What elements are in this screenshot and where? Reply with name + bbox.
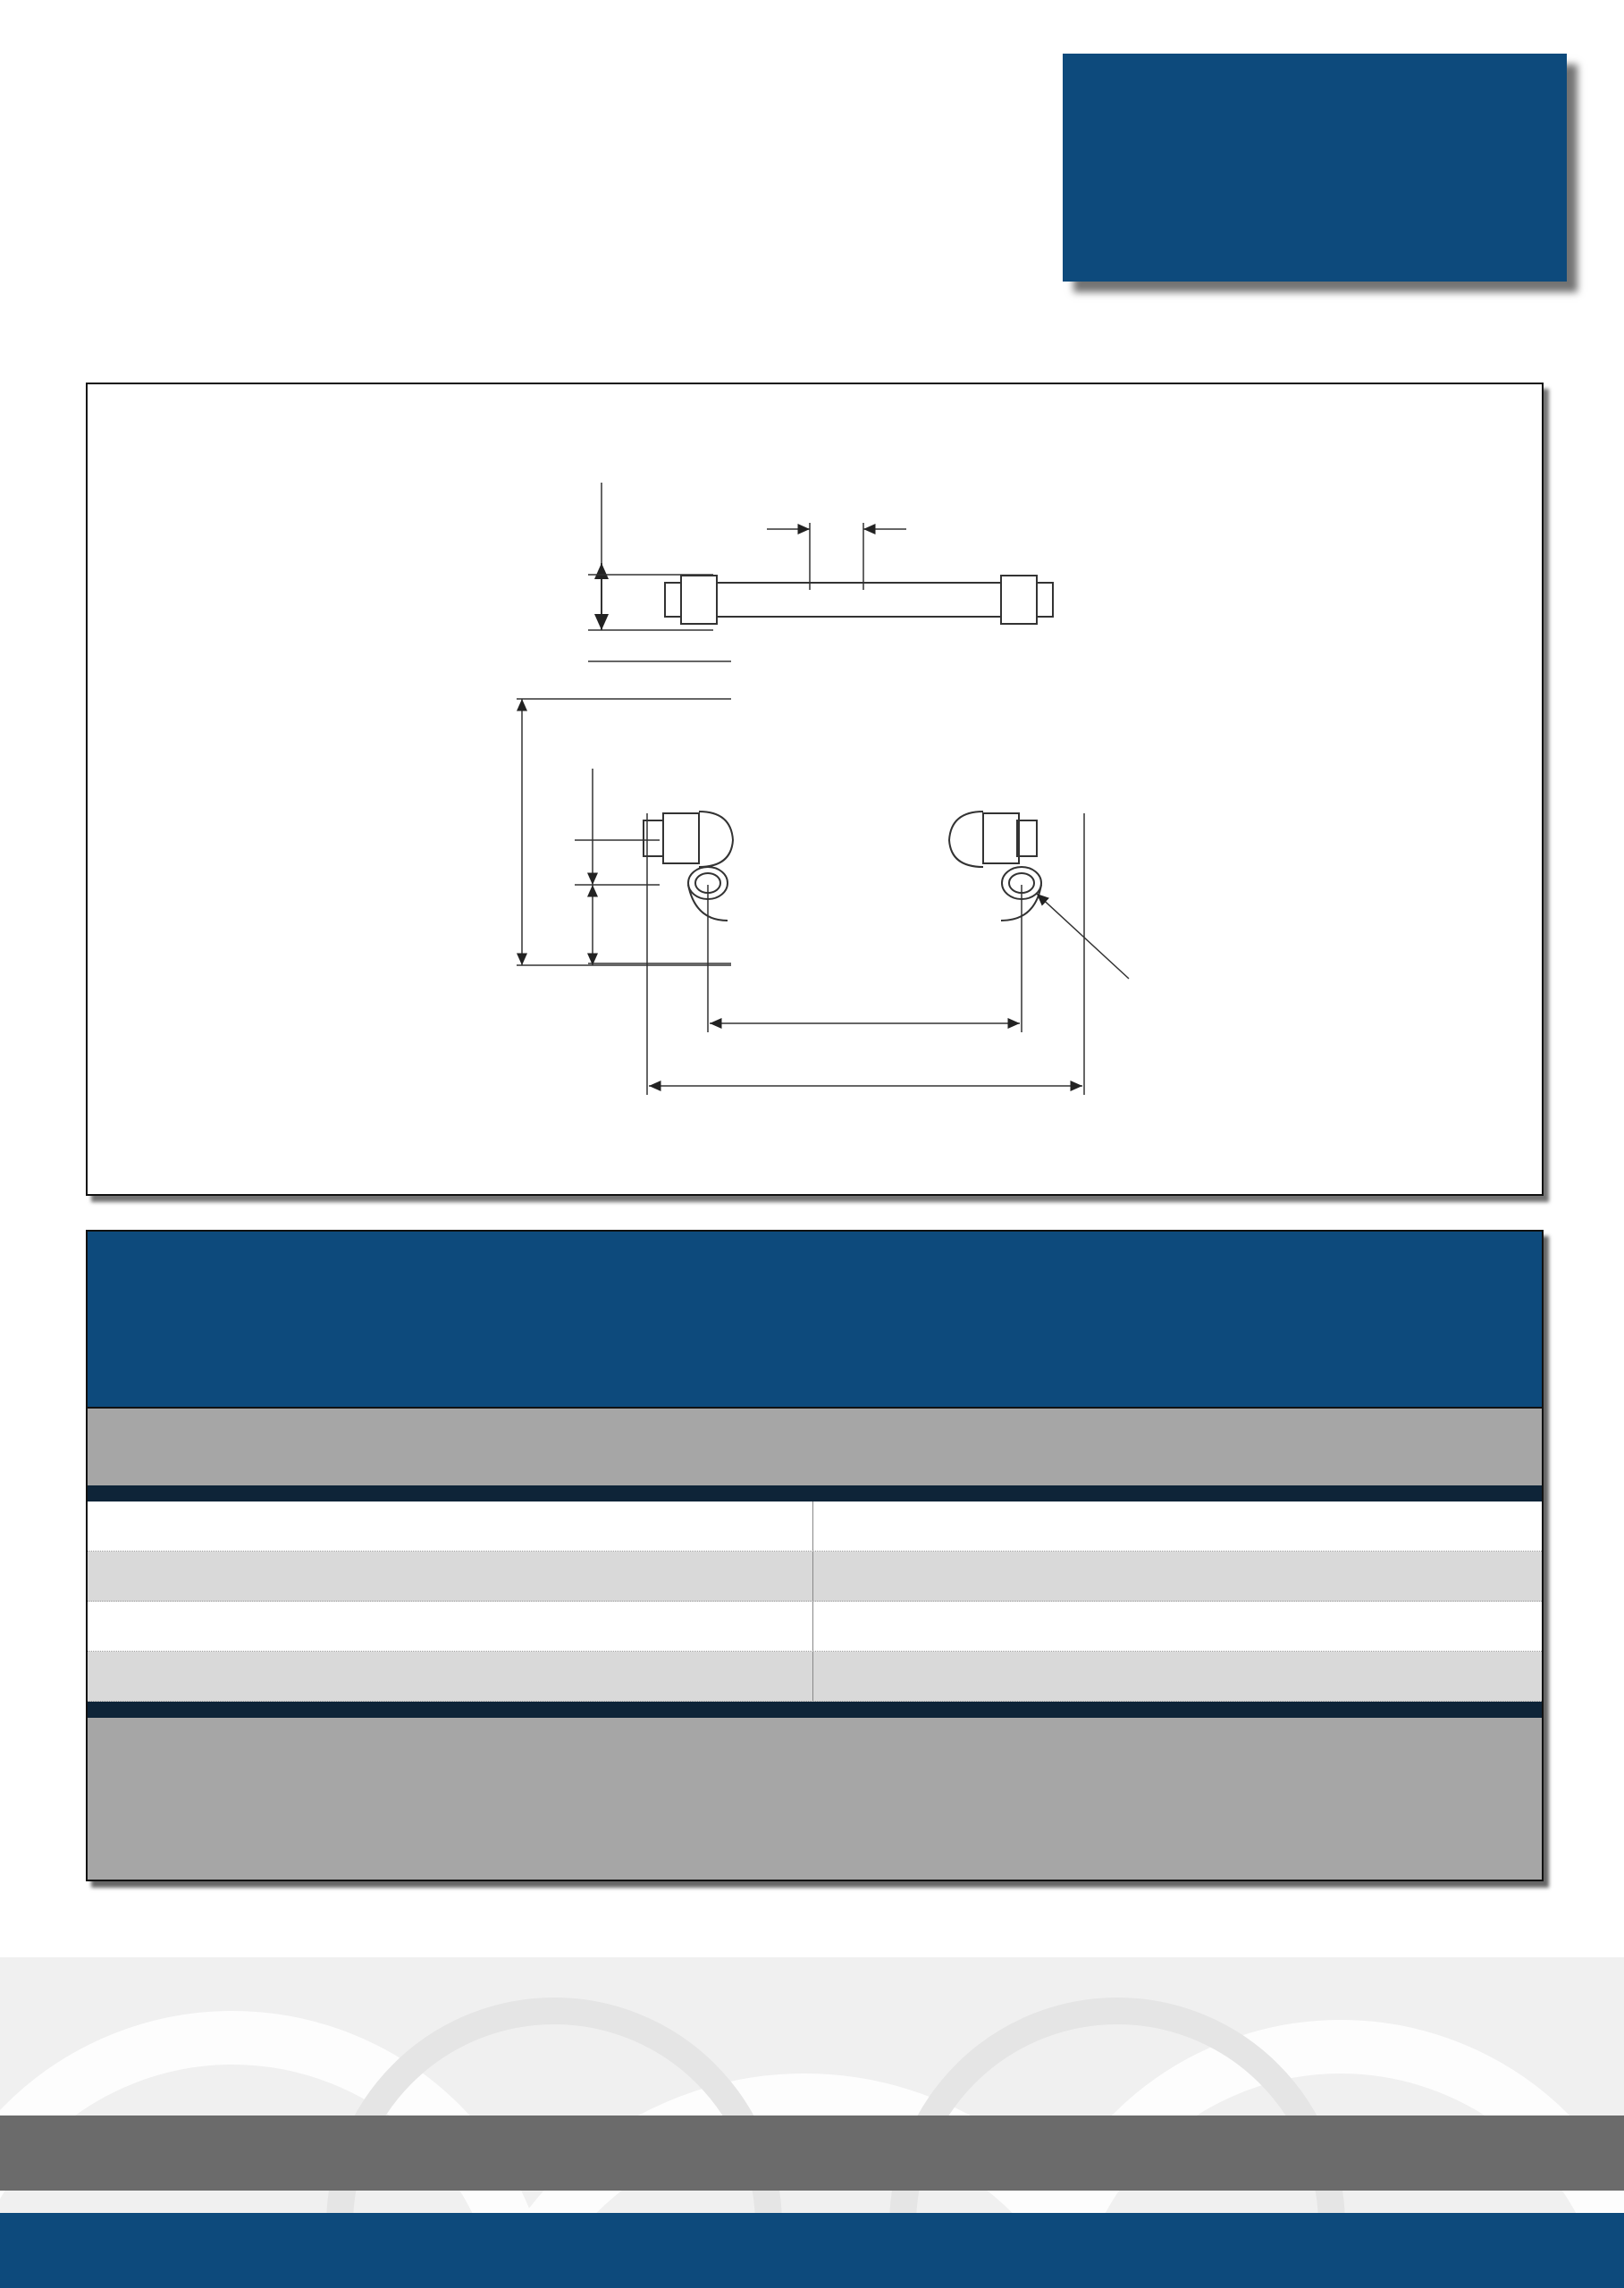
cell-separator <box>812 1602 813 1651</box>
technical-drawing <box>88 384 1542 1194</box>
front-view <box>517 661 1129 1095</box>
table-row <box>88 1652 1542 1702</box>
table-row <box>88 1602 1542 1652</box>
cell-separator <box>812 1502 813 1551</box>
cell-separator <box>812 1552 813 1601</box>
table-header-row <box>88 1409 1542 1485</box>
divider-bar <box>88 1702 1542 1718</box>
brand-logo <box>1063 54 1567 282</box>
specifications-table <box>86 1230 1544 1881</box>
header-model <box>813 1409 1542 1485</box>
logo-wordmark <box>1067 79 1553 222</box>
footer-grey-band <box>0 2116 1624 2191</box>
title-band <box>88 1232 1542 1409</box>
top-view <box>588 483 1053 630</box>
cell-separator <box>812 1652 813 1701</box>
technical-drawing-panel <box>86 383 1544 1196</box>
table-row <box>88 1552 1542 1602</box>
footer-blue-band <box>0 2213 1624 2288</box>
table-row <box>88 1502 1542 1552</box>
header-label <box>88 1409 813 1485</box>
divider-bar <box>88 1485 1542 1502</box>
